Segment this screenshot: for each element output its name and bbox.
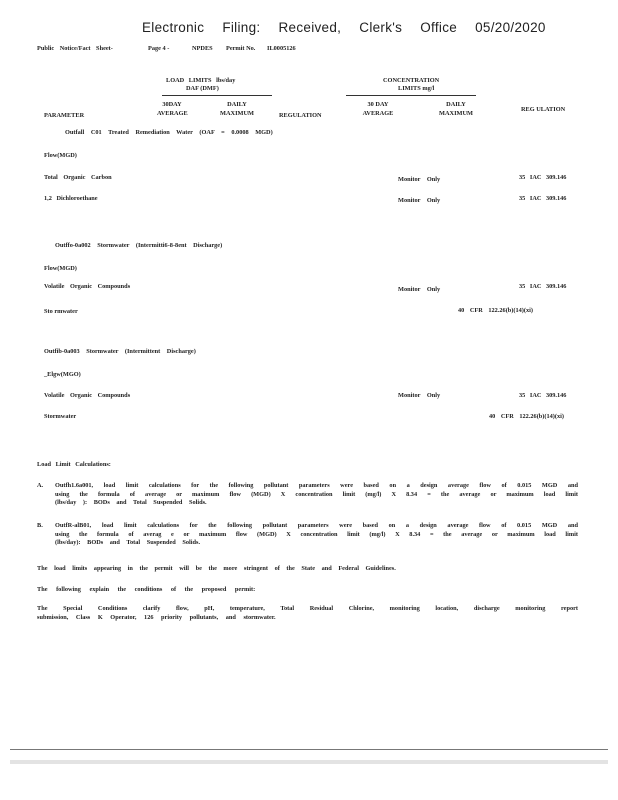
load-limits-heading: LOAD LIMITS lbs/day <box>166 77 236 84</box>
col-regulation: REGULATION <box>279 112 322 119</box>
table-row-parameter: Flow(MGD) <box>44 265 77 272</box>
table-row-limit: Monitor Only <box>398 392 441 399</box>
load-limits-subheading: DAF (DMF) <box>186 85 219 92</box>
calc-item-b-line-1: OutfR-alB01, load limit calculations for the following pollutant parameters were based on a design average flow of 0.015 MGD and <box>55 522 578 529</box>
col-30day-load: 30DAY AVERAGE <box>157 101 188 117</box>
calc-item-a <box>55 482 578 508</box>
notice-permit-number: IL0005126 <box>267 45 296 52</box>
concentration-subheading: LIMITS mg/l <box>398 85 435 92</box>
filing-header: Electronic Filing: Received, Clerk's Office 05/20/2020 <box>142 20 546 35</box>
table-row-parameter: Stormwater <box>44 413 77 420</box>
special-conditions-line-2: submission, Class K Operator, 126 priority pollutants, and stormwater. <box>37 613 276 621</box>
table-row-parameter: Total Organic Carbon <box>44 174 112 181</box>
special-conditions <box>37 605 578 622</box>
outfall-002-title: Outffo-0a002 Stormwater (Intermitti6-8-8ent Discharge) <box>55 242 223 249</box>
table-row-parameter: Volatile Organic Compounds <box>44 283 131 290</box>
following-note: The following explain the conditions of the proposed permit: <box>37 586 256 593</box>
concentration-rule <box>346 95 476 96</box>
footer-rule <box>10 749 608 750</box>
table-row-parameter: Volatile Organic Compounds <box>44 392 131 399</box>
calc-item-a-line-1: Outfh1.6a001, load limit calculations for the following pollutant parameters were based on a design average flow of 0.015 MGD and <box>55 482 578 489</box>
col-daily-max-conc: DAILY MAXIMUM <box>439 101 473 117</box>
table-row-regulation: 40 CFR 122.26(b)(14)(xi) <box>458 307 533 314</box>
calc-item-a-line-3: (lbs/day ): BODs and Total Suspended Solids. <box>55 499 207 507</box>
special-conditions-line-1: The Special Conditions clarify flow, pH, temperature, Total Residual Chlorine, monitoring location, discharge monitoring report <box>37 605 578 612</box>
col-30day-conc: 30 DAY AVERAGE <box>362 101 394 117</box>
col-regulation-2: REG ULATION <box>521 106 566 113</box>
notice-page: Page 4 - <box>148 45 170 52</box>
table-row-parameter: Flow(MGD) <box>44 152 77 159</box>
notice-permit-label: Permit No. <box>226 45 256 52</box>
outfall-001-title: Outfall C01 Treated Remediation Water (OAF = 0.0008 MGD) <box>65 129 273 136</box>
table-row-regulation: 35 IAC 309.146 <box>519 392 567 399</box>
calc-item-b-line-3: (lbs/day): BODs and Total Suspended Solids. <box>55 539 201 547</box>
load-limits-note: The load limits appearing in the permit will be the more stringent of the State and Federal Guidelines. <box>37 565 396 572</box>
calc-item-a-marker: A. <box>37 482 44 489</box>
table-row-regulation: 40 CFR 122.26(b)(14)(xi) <box>489 413 564 420</box>
table-row-parameter: 1,2 Dichloroethane <box>44 195 98 202</box>
table-row-limit: Monitor Only <box>398 197 441 204</box>
calc-item-b <box>55 522 578 548</box>
calc-item-a-line-2: using the formula of average or maximum flow (MGD) X concentration limit (mg/l) X 8.34 = the average or maximum load limit <box>55 490 578 498</box>
calc-item-b-line-2: using the formula of averag e or maximum flow (MGD) X concentration limit (mg/l) X 8.34 = the average or maximum load limit <box>55 530 578 538</box>
concentration-heading: CONCENTRATION <box>383 77 440 84</box>
notice-label: Public Notice/Fact Sheet- <box>37 45 113 52</box>
table-row-regulation: 35 IAC 309.146 <box>519 195 567 202</box>
col-parameter: PARAMETER <box>44 112 85 119</box>
notice-program: NPDES <box>192 45 213 52</box>
table-row-regulation: 35 IAC 309.146 <box>519 174 567 181</box>
col-daily-max-load: DAILY MAXIMUM <box>220 101 254 117</box>
calc-heading: Load Limit Calculations: <box>37 461 111 468</box>
outfall-003-title: Outfib-0a003 Stormwater (Intermittent Discharge) <box>44 348 196 355</box>
load-limits-rule <box>162 95 272 96</box>
table-row-limit: Monitor Only <box>398 176 441 183</box>
table-row-limit: Monitor Only <box>398 286 441 293</box>
table-row-regulation: 35 IAC 309.146 <box>519 283 567 290</box>
footer-rule-shadow <box>10 760 608 764</box>
calc-item-b-marker: B. <box>37 522 43 529</box>
table-row-parameter: _Elgw(MGO) <box>44 371 81 378</box>
table-row-parameter: Sto rmwater <box>44 308 78 315</box>
